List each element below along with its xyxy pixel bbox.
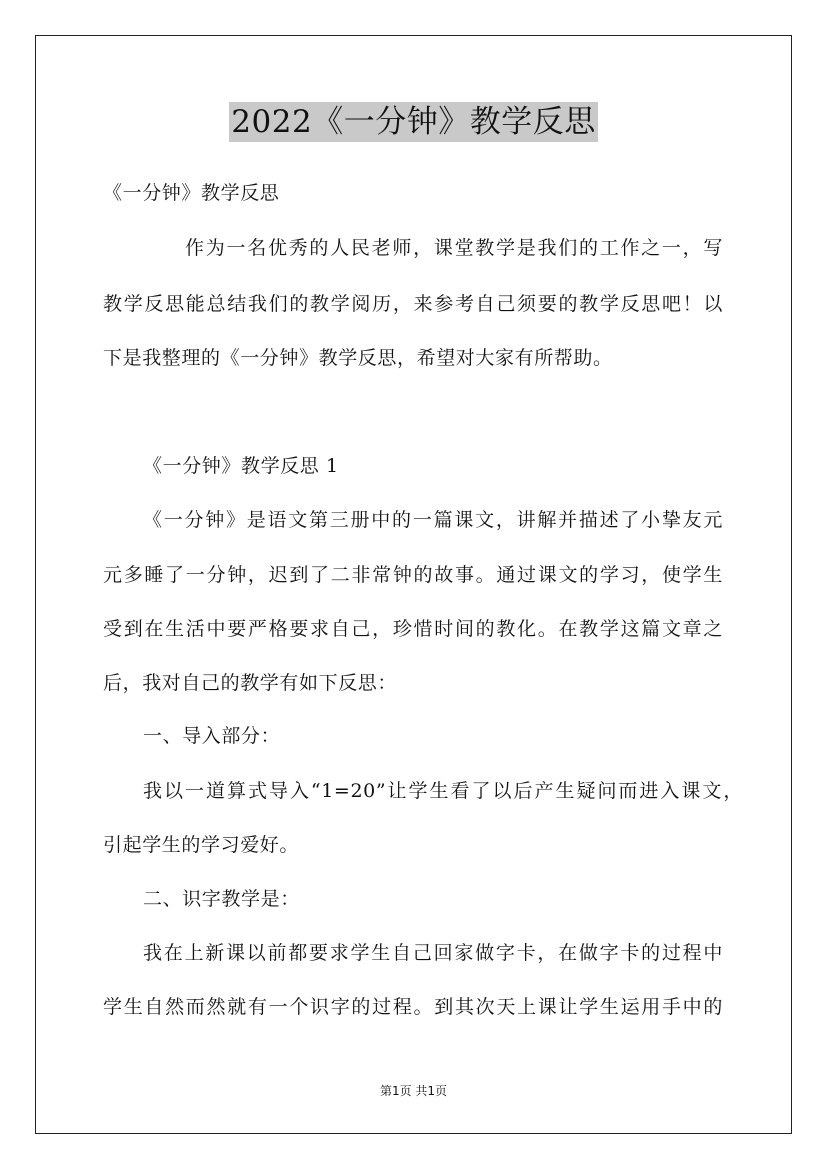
page-footer: 第1页 共1页: [379, 1084, 448, 1098]
paragraph1-line-1: 《一分钟》是语文第三册中的一篇课文，讲解并描述了小挚友元: [143, 509, 723, 531]
part1-line-1: 我以一道算式导入“1=20”让学生看了以后产生疑问而进入课文，: [143, 780, 743, 802]
part2-heading: 二、识字教学是：: [143, 888, 300, 910]
paragraph1-line-2: 元多睡了一分钟，迟到了二非常钟的故事。通过课文的学习，使学生: [103, 564, 723, 586]
section-heading: 《一分钟》教学反思 1: [143, 455, 339, 477]
intro-line-1: 作为一名优秀的人民老师，课堂教学是我们的工作之一，写: [185, 237, 723, 259]
part2-line-2: 学生自然而然就有一个识字的过程。到其次天上课让学生运用手中的: [103, 996, 723, 1018]
paragraph1-line-3: 受到在生活中要严格要求自己，珍惜时间的教化。在教学这篇文章之: [103, 618, 723, 640]
intro-line-2: 教学反思能总结我们的教学阅历，来参考自己须要的教学反思吧！以: [103, 293, 723, 315]
document-title: 2022《一分钟》教学反思: [231, 104, 596, 140]
paragraph1-line-4: 后，我对自己的教学有如下反思：: [103, 672, 398, 694]
part1-line-2: 引起学生的学习爱好。: [103, 834, 300, 856]
title-container: [0, 102, 827, 142]
intro-line-3: 下是我整理的《一分钟》教学反思，希望对大家有所帮助。: [103, 347, 613, 369]
document-subtitle: 《一分钟》教学反思: [103, 182, 280, 204]
part1-heading: 一、导入部分：: [143, 725, 281, 747]
part2-line-1: 我在上新课以前都要求学生自己回家做字卡，在做字卡的过程中: [143, 942, 723, 964]
